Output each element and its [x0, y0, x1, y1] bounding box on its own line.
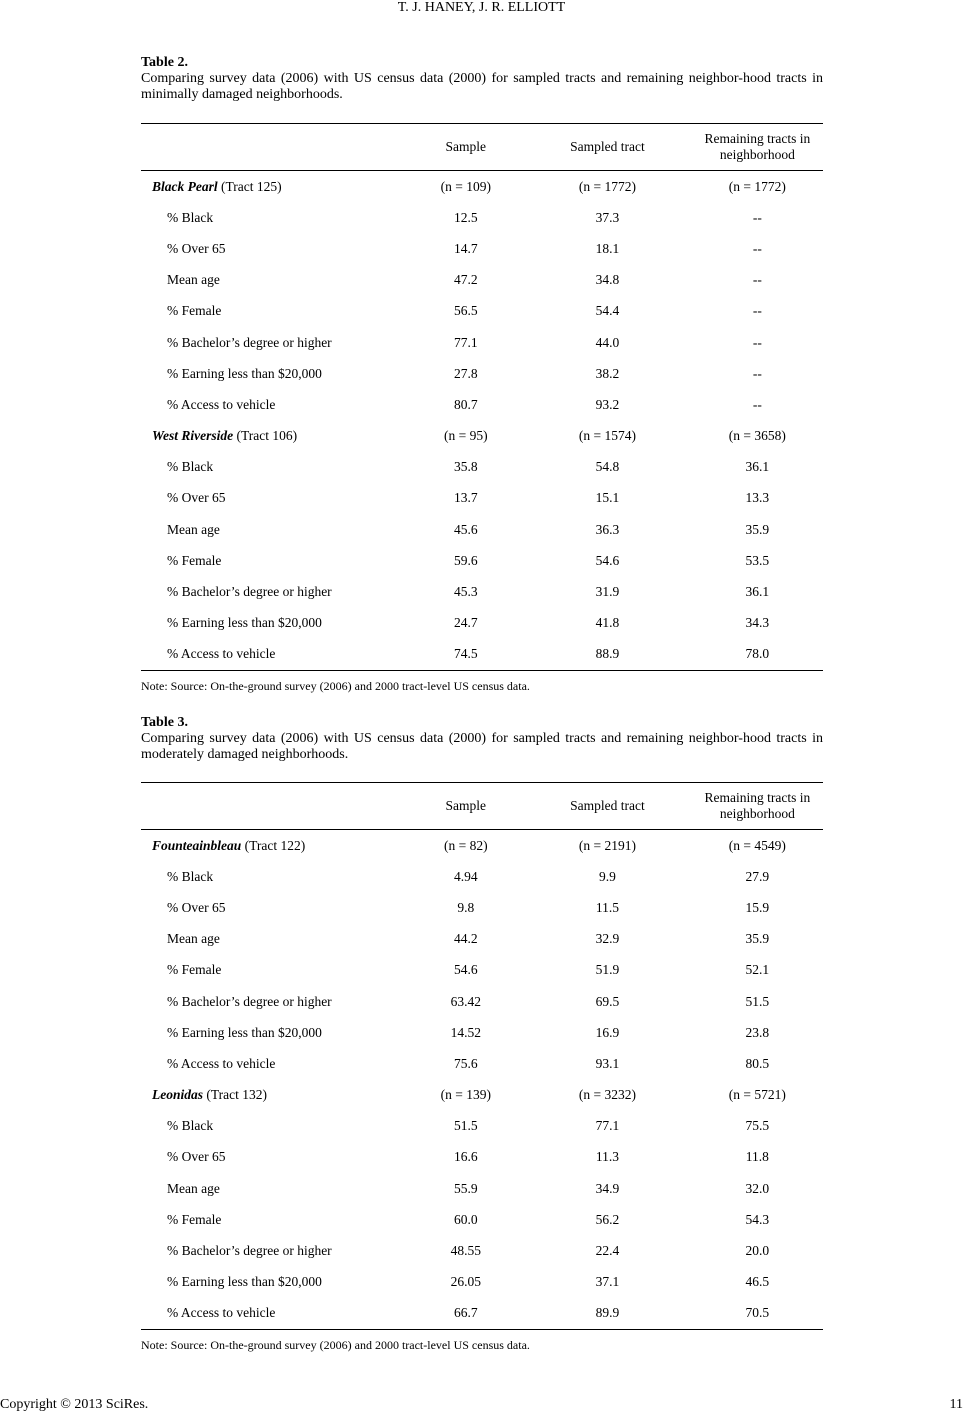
remaining-value-cell: 51.5: [745, 993, 770, 1009]
table-row: [141, 202, 823, 233]
tract-value-cell: 9.9: [598, 868, 616, 884]
tract-value-cell: 89.9: [523, 1298, 692, 1330]
sample-value-cell: 75.6: [453, 1055, 478, 1071]
remaining-value-cell: 36.1: [745, 584, 770, 600]
row-label-cell: % Bachelor’s degree or higher: [167, 1243, 332, 1259]
tract-number: (Tract 125): [217, 178, 282, 194]
row-label-cell: % Black: [167, 868, 214, 884]
tract-n-cell: (n = 3232): [578, 1087, 636, 1103]
sample-value-cell: 60.0: [453, 1211, 478, 1227]
remaining-value-cell: 75.5: [745, 1118, 770, 1134]
sample-value-cell: 66.7: [409, 1298, 524, 1330]
remaining-value-cell: --: [752, 272, 762, 288]
tract-value-cell: 37.1: [595, 1274, 620, 1290]
tract-value-cell: 11.5: [595, 899, 619, 915]
row-label-cell: % Female: [167, 303, 222, 319]
column-header-sample: Sample: [409, 783, 524, 830]
remaining-value-cell: 54.3: [745, 1211, 770, 1227]
sample-n-cell: (n = 139): [440, 1087, 491, 1103]
tract-value-cell: 44.0: [595, 334, 620, 350]
sample-value-cell: 35.8: [453, 459, 478, 475]
tract-value-cell: 77.1: [595, 1118, 620, 1134]
row-label-cell: % Black: [167, 1118, 214, 1134]
sample-value-cell: 45.3: [453, 584, 478, 600]
remaining-n-cell: (n = 4549): [728, 837, 786, 853]
remaining-value-cell: 78.0: [692, 639, 823, 671]
tract-n-cell: (n = 2191): [578, 837, 636, 853]
row-label-cell: Mean age: [167, 931, 220, 947]
row-label-cell: % Over 65: [167, 490, 226, 506]
sample-value-cell: 59.6: [453, 552, 478, 568]
remaining-value-cell: --: [752, 334, 762, 350]
remaining-value-cell: 35.9: [745, 521, 770, 537]
column-header-remaining-line2: neighborhood: [719, 806, 795, 821]
row-label-cell: % Earning less than $20,000: [167, 1024, 322, 1040]
tract-value-cell: 34.9: [595, 1180, 620, 1196]
sample-value-cell: 74.5: [409, 639, 524, 671]
column-header-sampled-tract: Sampled tract: [523, 124, 692, 171]
copyright-notice: Copyright © 2013 SciRes.: [0, 1397, 149, 1412]
remaining-value-cell: 32.0: [745, 1180, 770, 1196]
sample-value-cell: 27.8: [453, 365, 478, 381]
table-row: [141, 265, 823, 296]
table-row: [141, 452, 823, 483]
sample-value-cell: 45.6: [453, 521, 478, 537]
remaining-value-cell: 46.5: [745, 1274, 770, 1290]
row-label-cell: % Female: [167, 552, 222, 568]
row-label-cell: % Bachelor’s degree or higher: [167, 334, 332, 350]
row-label-cell: Mean age: [167, 521, 220, 537]
table-row: [141, 1142, 823, 1173]
group-label-cell: [141, 830, 409, 862]
running-head: T. J. HANEY, J. R. ELLIOTT: [397, 0, 566, 15]
neighborhood-name: Leonidas: [152, 1087, 204, 1103]
row-label-cell: % Over 65: [167, 240, 226, 256]
tract-value-cell: 37.3: [595, 209, 620, 225]
table-row: [141, 296, 823, 327]
remaining-value-cell: --: [752, 240, 762, 256]
group-label-cell: [141, 171, 409, 203]
sample-value-cell: 14.7: [453, 240, 478, 256]
sample-value-cell: 9.8: [457, 899, 475, 915]
tract-value-cell: 88.9: [523, 639, 692, 671]
remaining-n-cell: (n = 3658): [728, 428, 786, 444]
table-row: [141, 514, 823, 545]
column-header-label: [141, 783, 409, 830]
row-label-cell: Mean age: [167, 1180, 220, 1196]
page-number: 11: [949, 1397, 963, 1412]
table-2: [141, 123, 823, 671]
row-label-cell: % Black: [167, 209, 214, 225]
tract-value-cell: 36.3: [595, 521, 620, 537]
neighborhood-name: West Riverside: [152, 428, 234, 444]
table-3: [141, 782, 823, 1330]
tract-value-cell: 93.1: [595, 1055, 620, 1071]
group-label-cell: [141, 421, 409, 452]
table-row: [141, 924, 823, 955]
row-label-cell: % Black: [167, 459, 214, 475]
table-row: [141, 1235, 823, 1266]
row-label-cell: % Access to vehicle: [167, 396, 276, 412]
table-row: [141, 233, 823, 264]
remaining-value-cell: 34.3: [745, 615, 770, 631]
table-row: [141, 1267, 823, 1298]
table-2-caption: Comparing survey data (2006) with US census data (2000) for sampled tracts and remaining neighbor-hood tracts in minimally damaged neighborhoods.: [141, 71, 823, 102]
column-header-remaining-line1: Remaining tracts in: [704, 131, 811, 146]
column-header-sample: Sample: [409, 124, 524, 171]
row-label-cell: % Earning less than $20,000: [167, 615, 322, 631]
tract-value-cell: 51.9: [595, 962, 620, 978]
table-2-block: [141, 55, 823, 693]
row-label-cell: % Bachelor’s degree or higher: [167, 584, 332, 600]
tract-value-cell: 31.9: [595, 584, 620, 600]
tract-n-cell: (n = 1574): [578, 428, 636, 444]
table-row: [141, 576, 823, 607]
table-row: [141, 358, 823, 389]
tract-number: (Tract 122): [241, 837, 306, 853]
remaining-value-cell: 80.5: [745, 1055, 770, 1071]
table-row: [141, 861, 823, 892]
tract-number: (Tract 106): [233, 428, 298, 444]
tract-value-cell: 15.1: [595, 490, 620, 506]
sample-value-cell: 24.7: [453, 615, 478, 631]
table-3-body: [141, 830, 823, 1330]
table-3-caption: Comparing survey data (2006) with US census data (2000) for sampled tracts and remaining neighbor-hood tracts in moderately damaged neighborhoods.: [141, 731, 823, 762]
row-label-cell: % Female: [167, 962, 222, 978]
remaining-n-cell: (n = 5721): [728, 1087, 786, 1103]
row-label-cell: % Earning less than $20,000: [167, 1274, 322, 1290]
remaining-value-cell: 15.9: [745, 899, 770, 915]
remaining-value-cell: --: [752, 365, 762, 381]
table-row: [141, 483, 823, 514]
remaining-value-cell: --: [752, 303, 762, 319]
remaining-value-cell: --: [752, 396, 762, 412]
tract-value-cell: 93.2: [595, 396, 620, 412]
tract-value-cell: 38.2: [595, 365, 620, 381]
sample-n-cell: (n = 95): [444, 428, 488, 444]
table-row: [141, 327, 823, 358]
remaining-n-cell: (n = 1772): [728, 178, 786, 194]
row-label-cell: % Over 65: [167, 1149, 226, 1165]
tract-value-cell: 54.8: [595, 459, 620, 475]
table-header-row: [141, 124, 823, 171]
sample-value-cell: 12.5: [453, 209, 478, 225]
row-label-cell: % Female: [167, 1211, 222, 1227]
table-row: [141, 1017, 823, 1048]
group-row: [141, 421, 823, 452]
remaining-value-cell: 13.3: [745, 490, 770, 506]
neighborhood-name: Black Pearl: [152, 178, 218, 194]
sample-n-cell: (n = 82): [444, 837, 488, 853]
tract-value-cell: 32.9: [595, 931, 620, 947]
row-label-cell: % Bachelor’s degree or higher: [167, 993, 332, 1009]
group-row: [141, 1080, 823, 1111]
column-header-remaining: [692, 124, 823, 171]
remaining-value-cell: 36.1: [745, 459, 770, 475]
tract-number: (Tract 132): [203, 1087, 268, 1103]
table-header-row: [141, 783, 823, 830]
table-row: [141, 608, 823, 639]
row-label-cell: % Access to vehicle: [167, 1055, 276, 1071]
sample-value-cell: 80.7: [453, 396, 478, 412]
tract-n-cell: (n = 1772): [578, 178, 636, 194]
sample-value-cell: 47.2: [453, 272, 478, 288]
column-header-sampled-tract: Sampled tract: [523, 783, 692, 830]
tract-value-cell: 54.4: [595, 303, 620, 319]
remaining-value-cell: 11.8: [745, 1149, 769, 1165]
table-2-label: Table 2.: [141, 55, 188, 70]
table-row: [141, 1173, 823, 1204]
remaining-value-cell: 23.8: [745, 1024, 770, 1040]
table-row: [141, 892, 823, 923]
tract-value-cell: 41.8: [595, 615, 620, 631]
table-3-note: Note: Source: On-the-ground survey (2006) and 2000 tract-level US census data.: [141, 1338, 530, 1352]
neighborhood-name: Founteainbleau: [152, 837, 242, 853]
column-header-label: [141, 124, 409, 171]
group-row: [141, 171, 823, 203]
remaining-value-cell: 70.5: [692, 1298, 823, 1330]
sample-value-cell: 4.94: [453, 868, 478, 884]
table-2-body: [141, 171, 823, 671]
group-row: [141, 830, 823, 862]
row-label-cell: Mean age: [167, 272, 220, 288]
table-row: [141, 389, 823, 420]
table-row: [141, 1048, 823, 1079]
row-label-cell: % Access to vehicle: [141, 639, 409, 671]
column-header-remaining-line2: neighborhood: [719, 147, 795, 162]
sample-value-cell: 14.52: [450, 1024, 481, 1040]
tract-value-cell: 18.1: [595, 240, 620, 256]
sample-value-cell: 55.9: [453, 1180, 478, 1196]
sample-value-cell: 77.1: [453, 334, 478, 350]
row-label-cell: % Over 65: [167, 899, 226, 915]
table-row: [141, 1204, 823, 1235]
sample-value-cell: 63.42: [450, 993, 481, 1009]
table-row: [141, 955, 823, 986]
remaining-value-cell: --: [752, 209, 762, 225]
table-2-note: Note: Source: On-the-ground survey (2006) and 2000 tract-level US census data.: [141, 679, 530, 693]
tract-value-cell: 22.4: [595, 1243, 620, 1259]
table-row: [141, 1298, 823, 1330]
sample-value-cell: 54.6: [453, 962, 478, 978]
sample-n-cell: (n = 109): [440, 178, 491, 194]
remaining-value-cell: 27.9: [745, 868, 770, 884]
table-row: [141, 639, 823, 671]
remaining-value-cell: 52.1: [745, 962, 770, 978]
table-row: [141, 545, 823, 576]
sample-value-cell: 13.7: [453, 490, 478, 506]
tract-value-cell: 34.8: [595, 272, 620, 288]
sample-value-cell: 44.2: [453, 931, 478, 947]
remaining-value-cell: 53.5: [745, 552, 770, 568]
column-header-remaining-line1: Remaining tracts in: [704, 790, 811, 805]
row-label-cell: % Access to vehicle: [141, 1298, 409, 1330]
table-row: [141, 1111, 823, 1142]
table-3-label: Table 3.: [141, 715, 188, 730]
sample-value-cell: 51.5: [453, 1118, 478, 1134]
tract-value-cell: 16.9: [595, 1024, 620, 1040]
sample-value-cell: 16.6: [453, 1149, 478, 1165]
tract-value-cell: 54.6: [595, 552, 620, 568]
tract-value-cell: 11.3: [595, 1149, 619, 1165]
table-3-block: [141, 715, 823, 1352]
column-header-remaining: [692, 783, 823, 830]
row-label-cell: % Earning less than $20,000: [167, 365, 322, 381]
table-row: [141, 986, 823, 1017]
group-label-cell: [141, 1080, 409, 1111]
remaining-value-cell: 20.0: [745, 1243, 770, 1259]
sample-value-cell: 48.55: [450, 1243, 481, 1259]
tract-value-cell: 69.5: [595, 993, 620, 1009]
remaining-value-cell: 35.9: [745, 931, 770, 947]
sample-value-cell: 56.5: [453, 303, 478, 319]
tract-value-cell: 56.2: [595, 1211, 620, 1227]
sample-value-cell: 26.05: [450, 1274, 481, 1290]
